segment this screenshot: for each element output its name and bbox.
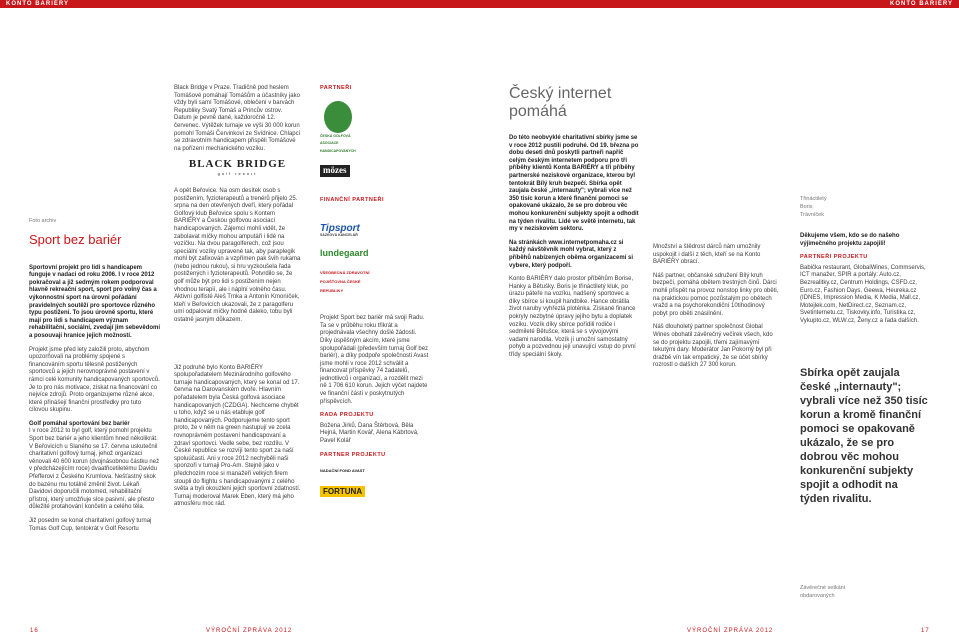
top-bar — [0, 0, 959, 8]
paragraph: A opět Beřovice. Na osm desítek osob s postižením, fyzioterapeutů a trenérů přijelo 25. srpna na den otevřených dveří, který pořádal Golfový klub Beřovice spolu s Kontem BARIÉRY a Českou golfovou asociací handicapovaných. Zájemci mohli vidět, že zabolavat míčky mohou amputáři i lidé na vozíčku. Na dvou paragolferech, což jsou speciální vozíky upravené tak, aby paraplegik mohl být zafixován a vzpřímen pak švih rukama (nebo jednou rukou), si hru vyzkoušela řada postižených i fyzioterapeutů. Potvrdilo se, že golf může být pro lidi s postižením nejen vhodnou terapií, ale i náplní volného času. Aktivní golfisté Aleš Trnka a Antonín Kmoníček, kteří v Beřovicích ukazovali, že z paragolferu umí odpalovat míčky hodně daleko, tobu byli ostatně jasným důkazem. — [174, 187, 301, 324]
header-right: KONTO BARIÉRY — [889, 1, 953, 7]
czdga-text: ČESKÁ GOLFOVÁ ASOCIACE HANDICAPOVANÝCH — [320, 133, 356, 153]
column-1 — [29, 218, 161, 539]
section-title: Sport bez bariér — [29, 231, 122, 247]
thanks-text: Děkujeme všem, kdo se do našeho výjimečného projektu zapojili! — [800, 233, 900, 247]
lundegaard-logo: lundegaard — [320, 247, 369, 258]
tipsport-logo: Tipsport SÁZKOVÁ KANCELÁŘ — [320, 222, 360, 238]
logo-text: BLACK BRIDGE — [188, 158, 287, 171]
lead-paragraph-2: Na stránkách www.internetpomaha.cz si každý návštěvník mohl vybrat, který z příběhů nabízených oběma organizacemi si vybere, který podpoří. — [509, 239, 634, 269]
photo-credit: Třináctiletý Boris Trávníček — [800, 196, 827, 218]
paragraph: Náš partner, občanské sdružení Bílý kruh bezpečí, pomáhá obětem trestných činů. Dárci mohli přispět na provoz nonstop linky pro oběti, na praktickou pomoc pozůstalým po obětech vražd a na psychorekondiční 10tihodinový pobyt pro oběti znásilnění. — [653, 272, 779, 317]
partners-heading: PARTNEŘI — [320, 85, 352, 91]
subheading: Golf pomáhal sportování bez bariér — [29, 420, 130, 427]
paragraph: Náš dlouholetý partner společnost Global Wines obohatil závěrečný večírek všech, kdo se do projektu zapojili, třemi zajímavými tekutými dary. Moderátor Jan Pokorný byl při dražbě vín tak empatický, že se účet sbírky rozrostl o dalších 27 300 korun. — [653, 324, 773, 369]
column-5 — [653, 244, 779, 376]
section-title: Český internet pomáhá — [509, 85, 612, 120]
paragraph: I v roce 2012 to byl golf, který pomohl projektu Sport bez bariér a jeho klientům hned několikrát. V Beřovicích u Slaného se 17. června uskutečnil charitativní golfový turnaj, jehož organizaci věnovali 40 600 korun (dvojnásobnou částku než v předcházejícím roce) dvaatřicetiletému Davidu Pfefferovi z Českého Krumlova. Nešťastný skok do bazénu mu totálně změnil život. Lékaři Davidovi doporučili motomed, rehabilitační přístroj, který umožňuje slce pasivní, ale přesto důležité protahování končetin a celého těla. — [29, 428, 160, 511]
vzp-logo: VŠEOBECNÁ ZDRAVOTNÍ POJIŠŤOVNA ČESKÉ REPUBLIKY — [320, 270, 370, 293]
page-number-right: 17 — [921, 628, 930, 634]
page-number-left: 16 — [30, 628, 39, 634]
report-title-right: VÝROČNÍ ZPRÁVA 2012 — [687, 628, 774, 634]
project-partner-heading: PARTNER PROJEKTU — [320, 451, 386, 458]
partners-list: Babička restaurant, GlobalWines, Commservis, ICT manažer, SPIR a portály: Auto.cz, Bezrealitky.cz, Centrum Holdings, CSFD.cz, Euro.cz, Fashion Days, Geewa, Heureka.cz (IDNES, Impression Media, K Media, Mall.cz, Motejlek.com, NetDirect.cz, Seznam.cz, Svetinternetu.cz, Tiskovky.info, Turistika.cz, Vykupto.cz, WLW.cz, Ženy.cz a řada dalších. — [800, 264, 926, 324]
paragraph: Projekt jsme před lety založili proto, abychom upozorňovali na problémy spojené s financováním sportu tělesně postižených sportovců a jejich nerovnoprávné postavení v rámci celé komunity handicapovaných sportovců. Je to pro nás motivace, získat na financování co nejvíce zdrojů. Proto organizujeme různé akce, které přinášejí finanční prostředky pro tuto cílovou skupinu. — [29, 346, 160, 414]
lead-paragraph: Do této neobvyklé charitativní sbírky jsme se v roce 2012 pustili podruhé. Od 19. března po dobu deseti dnů poskytli partneři napříč celým českým internetem podporu pro tři příběhy klientů Konta BARIÉRY a tři příběhy partnerské neziskové organizace, kterou byl tentokrát Bílý kruh bezpečí. Sbírka opět zaujala české „internauty"; vybrali více než 350 tisíc korun a které finanční pomoci se opakované ukázalo, že se pro dobrou věc mohou konkurenční subjekty spojit a odhodit na týden rivalitu. Lidé ve světě internetu, tak my v neziskovém sektoru. — [509, 135, 639, 233]
photo-credit: Foto archiv — [29, 218, 57, 224]
czdga-logo — [320, 101, 430, 156]
black-bridge-logo — [174, 159, 301, 178]
header-left: KONTO BARIÉRY — [6, 1, 70, 7]
project-partners-heading: PARTNEŘI PROJEKTU — [800, 254, 868, 261]
logo-subtext: golf resort — [217, 171, 258, 177]
financial-partners-heading: FINANČNÍ PARTNEŘI — [320, 196, 385, 203]
column-2 — [174, 85, 301, 515]
rada-heading: RADA PROJEKTU — [320, 412, 374, 419]
fortuna-logo: FORTUNA — [320, 486, 430, 498]
column-3 — [320, 85, 430, 507]
paragraph: Konto BARIÉRY dalo prostor příběhům Borise, Hanky a Bětušky. Boris je třináctiletý kluk, po úrazu páteře na vozíku, nadšený sportovec a díky sbírce si koupil handbike. Hance obrátila život naruby vyhřezlá ploténka. Získané finance pokryly nezbytné úpravy jejího bytu a doplatek vozíku. Vozík díky sbírce pořídili rodiče i sedmileté Bětušce, která se s vývojovými vadami narodila. Vozík jí umožní samostatný pohyb a pozvednou její unavující vstup do první třídy speciální školy. — [509, 276, 636, 359]
report-title-left: VÝROČNÍ ZPRÁVA 2012 — [206, 628, 293, 634]
czdga-emblem-icon — [324, 101, 352, 133]
pull-quote: Sbírka opět zaujala české „internauty"; vybrali více než 350 tisíc korun a kromě finanční pomoci se opakovaně ukázalo, že se pro dobrou věc mohou konkurenční subjekty spojit a odhodit na týden rivalitu. — [800, 366, 928, 505]
rada-members: Božena Jirků, Dana Štěrbová, Běla Hejná, Martin Kovář, Alena Kábrtová, Pavel Kolář — [320, 422, 419, 445]
paragraph: Množství a štědrost dárců nám umožnily uspokojit i další z těch, kteří se na Konto BARIÉRY obrací. — [653, 244, 761, 266]
mozes-logo: mözes — [320, 165, 430, 177]
column-6 — [800, 195, 930, 506]
lead-paragraph: Sportovní projekt pro lidi s handicapem funguje v nadaci od roku 2006. I v roce 2012 pokračoval a již sedmým rokem podporoval hlavně rekreační sport, sport pro volný čas a výkonnostní sport na úrovni pořádání pravidelných soutěží pro sportovce různého typu postižení. To jsou úrovně sportu, které mají pro lidi s handicapem význam rehabilitační, sociální, zvedají jim sebevědomí a posouvají hranice jejich možností. — [29, 264, 161, 339]
paragraph: Již podruhé bylo Konto BARIÉRY spolupořadatelem Mezinárodního golfového turnaje handicapovaných, který se konal od 17. června na Darovanském dvoře. Hlavním pořadatelem byla Česká golfová asociace handicapovaných (CZDGA). Nechceme chybět u toho, když se u nás etabluje golf handicapovaných. Podporujeme tento sport proto, že v něm na green nastupují ve zcela rovnoprávném postavení handicapovaní a zdraví sportovci. Vedle sebe, bez rozdílu. V České republice se rozvíjí tento sport za naší spoluúčasti. Ani v roce 2012 nechyběli naši sponzoři v turnaji Pro-Am. Stejně jako v předchozím roce si manažeři velkých firem stoupli do flightu s handicapovanými z celého světa a byli okouzleni jejich sportovní zdatností. Turnaj moderoval Marek Eben, který má jeho atmosféru moc rád. — [174, 364, 301, 508]
paragraph: Již posedm se konal charitativní golfový turnaj Tomas Golf Cup, tentokrát v Golf Resortu — [29, 518, 152, 532]
paragraph: Projekt Sport bez bariér má svoji Radu. Ta se v průběhu roku třikrát a projednávala všechny došlé žádosti. Díky úspěšným akcím, které jsme spolupořádali (především turnaj Golf bez bariér), a díky podpoře společnosti Avast jsme mohli v roce 2012 schválit a financovat příspěvky 74 žadatelů, jednotlivců i organizací, a rozdělit mezi ně 1 706 610 korun. Jejich výčet najdete ve finanční části v poskytnutých příspěvcích. — [320, 315, 429, 405]
avast-fund-logo: NADAČNÍ FOND AVAST — [320, 468, 365, 474]
paragraph: Black Bridge v Praze. Tradičně pod heslem Tomášové pomáhají Tomášům a účastníky jako vždy byli samí Tomášové, oblečení v barvách Republiky Svatý Tomáš a Princův ostrov. Datum je pevně dané, každoročně 12. červenec. Výtěžek turnaje ve výši 30 000 korun pomohl Tomáši Červinkovi ze Svídnice. Chlapci se zdravotním handicapem přispěli Tomášové na pořízení mechanického vozíku. — [174, 85, 300, 152]
column-4 — [509, 85, 639, 366]
photo-credit-bottom: Závěrečné setkání obdarovaných — [800, 585, 846, 599]
